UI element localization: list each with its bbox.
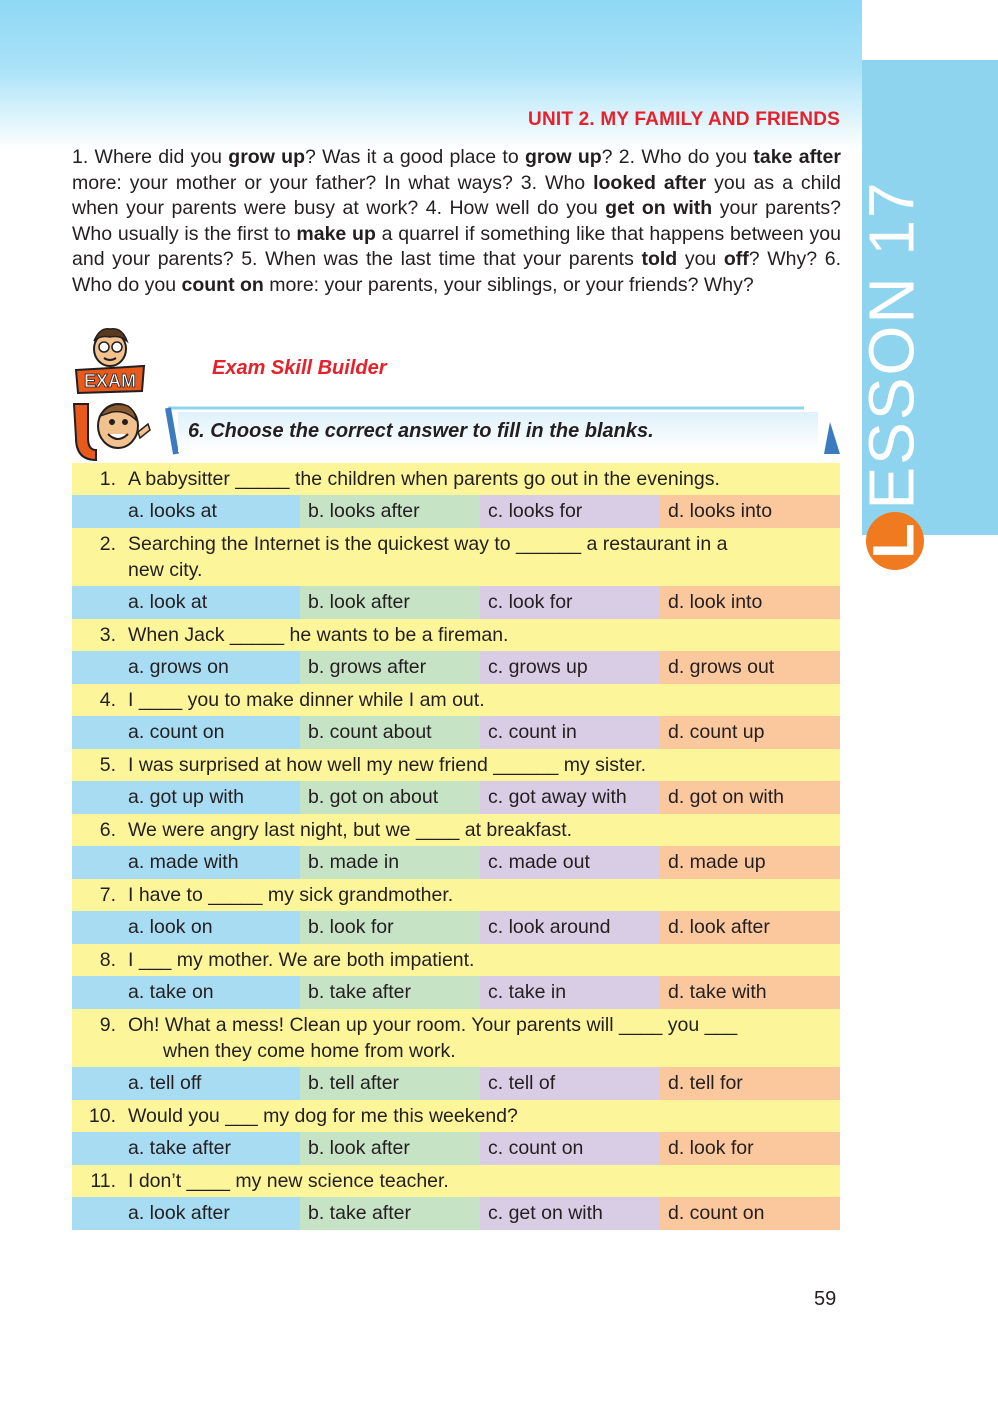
exercise-table	[72, 463, 840, 1230]
u-mascot-icon	[70, 398, 152, 464]
answer-option-d[interactable]: d. count on	[660, 1197, 840, 1230]
question-text	[116, 466, 840, 492]
answer-option-d[interactable]: d. look after	[660, 911, 840, 944]
answer-option-a[interactable]: a. grows on	[72, 651, 300, 684]
question-row	[72, 1165, 840, 1197]
answer-option-b[interactable]: b. grows after	[300, 651, 480, 684]
phrasal-verb: told	[641, 248, 678, 270]
question-text	[116, 1168, 840, 1194]
question-line: when they come home from work.	[163, 1040, 456, 1062]
question-text: your parents? Who usually is the first to	[72, 197, 841, 245]
answer-options-row	[72, 781, 840, 814]
answer-option-a[interactable]: a. take after	[72, 1132, 300, 1165]
answer-option-c[interactable]: c. count on	[480, 1132, 660, 1165]
question-text: 1. Where did you	[72, 146, 229, 168]
phrasal-verb: grow up	[524, 146, 602, 168]
answer-option-d[interactable]: d. tell for	[660, 1067, 840, 1100]
answer-option-d[interactable]: d. looks into	[660, 495, 840, 528]
lesson-letter-badge	[862, 512, 927, 570]
answer-options-row	[72, 716, 840, 749]
question-text	[116, 622, 840, 648]
question-line: I don’t ____ my new science teacher.	[128, 1170, 449, 1192]
answer-option-a[interactable]: a. got up with	[72, 781, 300, 814]
phrasal-verb: count on	[181, 273, 264, 296]
answer-option-a[interactable]: a. looks at	[72, 495, 300, 528]
question-text	[116, 817, 840, 843]
answer-option-c[interactable]: c. take in	[480, 976, 660, 1009]
question-text	[116, 687, 840, 713]
question-text	[116, 752, 840, 778]
question-text	[116, 1103, 840, 1129]
answer-option-a[interactable]: a. made with	[72, 846, 300, 879]
question-number: 8.	[99, 949, 116, 971]
question-number: 1.	[99, 468, 116, 490]
answer-option-b[interactable]: b. tell after	[300, 1067, 480, 1100]
question-text	[116, 1012, 840, 1064]
question-number: 11.	[90, 1170, 116, 1192]
question-text: a quarrel if something like that happens between you and your parents? 5. When was the last time that your parents	[72, 222, 841, 270]
question-row	[72, 619, 840, 651]
question-text: ? Was it a good place to	[304, 146, 525, 168]
answer-option-b[interactable]: b. look after	[300, 1132, 480, 1165]
answer-option-b[interactable]: b. look for	[300, 911, 480, 944]
answer-option-a[interactable]: a. look on	[72, 911, 300, 944]
answer-option-c[interactable]: c. got away with	[480, 781, 660, 814]
answer-option-d[interactable]: d. take with	[660, 976, 840, 1009]
answer-option-b[interactable]: b. made in	[300, 846, 480, 879]
question-text: ? Why? 6. Who do you	[72, 248, 841, 296]
answer-options-row	[72, 495, 840, 528]
answer-option-c[interactable]: c. look around	[480, 911, 660, 944]
question-text	[116, 882, 840, 908]
question-text: you as a child when your parents were busy at work? 4. How well do you	[72, 171, 841, 219]
answer-options-row	[72, 651, 840, 684]
answer-option-a[interactable]: a. look at	[72, 586, 300, 619]
lesson-label	[852, 180, 932, 510]
question-number: 7.	[99, 884, 116, 906]
phrasal-verb: get on with	[605, 197, 713, 219]
answer-option-b[interactable]: b. take after	[300, 1197, 480, 1230]
question-number: 2.	[99, 533, 116, 555]
answer-options-row	[72, 586, 840, 619]
question-text: more: your mother or your father? In what ways? 3. Who	[72, 171, 594, 194]
question-line: I have to _____ my sick grandmother.	[128, 884, 454, 906]
answer-option-d[interactable]: d. count up	[660, 716, 840, 749]
answer-options-row	[72, 1132, 840, 1165]
question-text: more: your parents, your siblings, or your friends? Why?	[263, 273, 754, 296]
question-text: you	[677, 248, 724, 270]
question-line: Oh! What a mess! Clean up your room. Your parents will ____ you ___	[128, 1014, 738, 1036]
answer-option-a[interactable]: a. look after	[72, 1197, 300, 1230]
answer-option-b[interactable]: b. got on about	[300, 781, 480, 814]
question-row	[72, 944, 840, 976]
answer-option-a[interactable]: a. tell off	[72, 1067, 300, 1100]
question-line: When Jack _____ he wants to be a fireman.	[128, 624, 509, 646]
answer-option-c[interactable]: c. looks for	[480, 495, 660, 528]
answer-option-d[interactable]: d. look for	[660, 1132, 840, 1165]
question-line: We were angry last night, but we ____ at breakfast.	[128, 819, 573, 841]
question-row	[72, 879, 840, 911]
question-line: I ___ my mother. We are both impatient.	[128, 949, 475, 971]
answer-option-c[interactable]: c. tell of	[480, 1067, 660, 1100]
answer-option-d[interactable]: d. made up	[660, 846, 840, 879]
answer-option-c[interactable]: c. made out	[480, 846, 660, 879]
question-line: I was surprised at how well my new friend ______ my sister.	[128, 754, 647, 776]
answer-option-a[interactable]: a. count on	[72, 716, 300, 749]
question-text	[116, 947, 840, 973]
answer-options-row	[72, 1067, 840, 1100]
answer-option-c[interactable]: c. grows up	[480, 651, 660, 684]
answer-option-d[interactable]: d. got on with	[660, 781, 840, 814]
answer-options-row	[72, 1197, 840, 1230]
answer-option-b[interactable]: b. take after	[300, 976, 480, 1009]
question-line: new city.	[128, 559, 203, 581]
lesson-letter: L	[862, 523, 927, 559]
exam-mascot-icon	[70, 325, 150, 395]
answer-options-row	[72, 846, 840, 879]
answer-option-c[interactable]: c. look for	[480, 586, 660, 619]
answer-option-a[interactable]: a. take on	[72, 976, 300, 1009]
phrasal-verb: make up	[296, 222, 376, 245]
question-number: 6.	[99, 819, 116, 841]
phrasal-verb: looked after	[593, 171, 707, 194]
question-number: 3.	[99, 624, 116, 646]
question-row	[72, 1009, 840, 1067]
unit-title: UNIT 2. MY FAMILY AND FRIENDS	[528, 109, 840, 130]
question-number: 9.	[99, 1014, 116, 1036]
answer-option-c[interactable]: c. get on with	[480, 1197, 660, 1230]
question-row	[72, 814, 840, 846]
answer-option-b[interactable]: b. count about	[300, 716, 480, 749]
question-row	[72, 528, 840, 586]
discussion-questions	[72, 145, 841, 298]
phrasal-verb: grow up	[228, 146, 305, 168]
phrasal-verb: off	[723, 248, 749, 270]
question-line: I ____ you to make dinner while I am out.	[128, 689, 485, 711]
question-line: A babysitter _____ the children when parents go out in the evenings.	[128, 468, 720, 490]
answer-options-row	[72, 976, 840, 1009]
question-text	[116, 531, 840, 583]
answer-option-d[interactable]: d. grows out	[660, 651, 840, 684]
question-row	[72, 1100, 840, 1132]
task-instruction: 6. Choose the correct answer to fill in the blanks.	[188, 420, 654, 442]
question-number: 10.	[88, 1105, 116, 1127]
answer-option-b[interactable]: b. looks after	[300, 495, 480, 528]
lesson-label-text: ESSON 17	[856, 180, 928, 510]
question-row	[72, 684, 840, 716]
answer-option-b[interactable]: b. look after	[300, 586, 480, 619]
exam-skill-builder-title: Exam Skill Builder	[212, 357, 387, 379]
answer-option-d[interactable]: d. look into	[660, 586, 840, 619]
question-number: 4.	[99, 689, 116, 711]
question-line: Would you ___ my dog for me this weekend?	[128, 1105, 518, 1127]
page-number: 59	[814, 1288, 837, 1310]
answer-option-c[interactable]: c. count in	[480, 716, 660, 749]
question-number: 5.	[99, 754, 116, 776]
exam-logo-text: EXAM	[83, 371, 137, 391]
phrasal-verb: take after	[753, 146, 841, 168]
question-line: Searching the Internet is the quickest way to ______ a restaurant in a	[128, 533, 728, 555]
question-row	[72, 749, 840, 781]
question-row	[72, 463, 840, 495]
question-text: ? 2. Who do you	[601, 146, 754, 168]
answer-options-row	[72, 911, 840, 944]
